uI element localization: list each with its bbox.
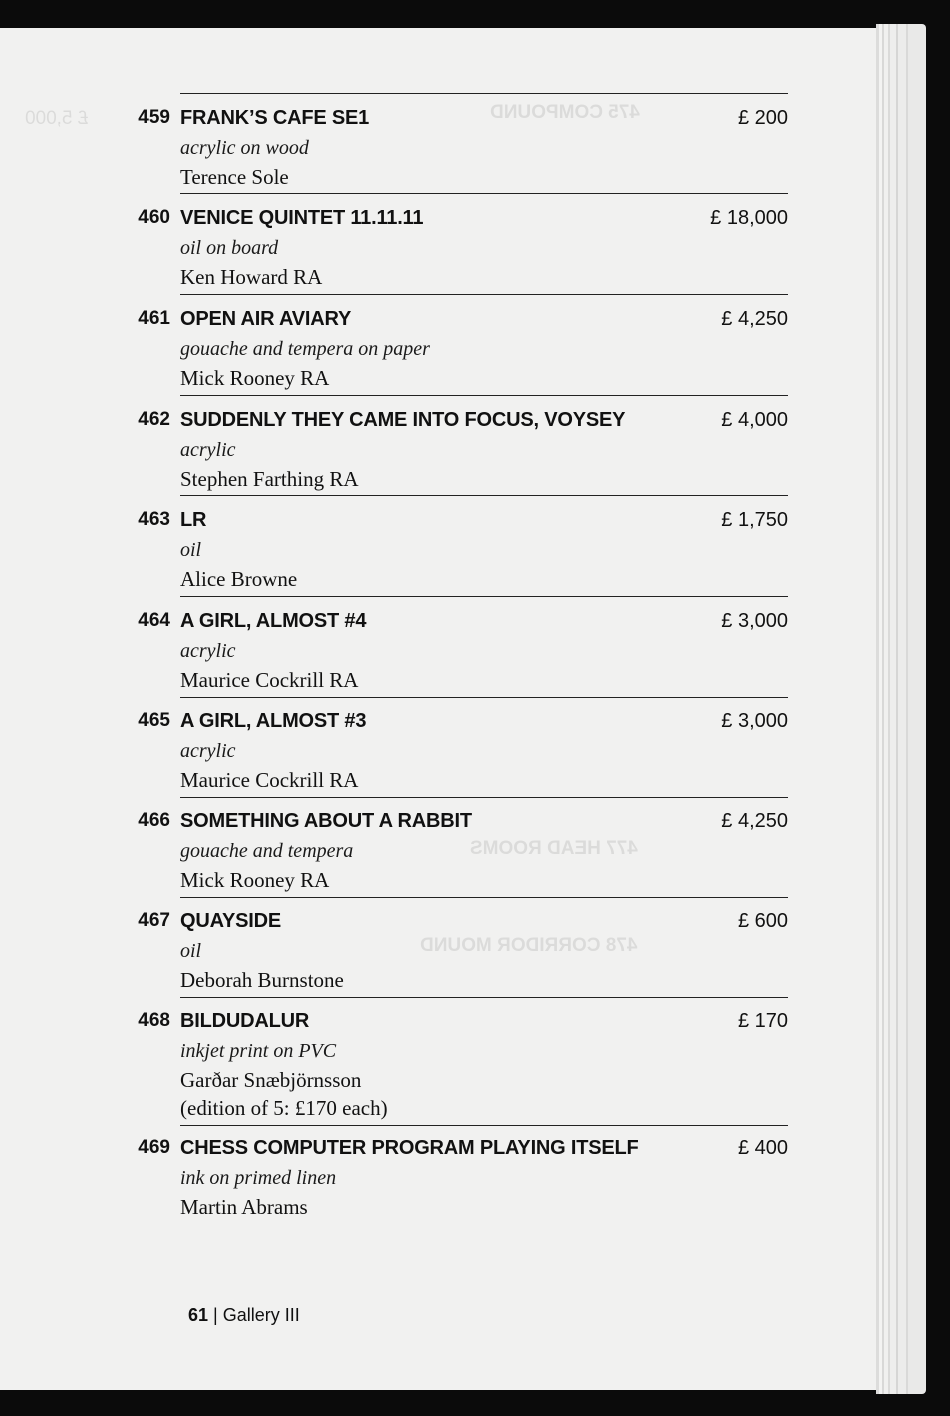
divider <box>180 797 788 798</box>
entry-number: 460 <box>138 207 170 228</box>
entry-artist: Maurice Cockrill RA <box>180 768 359 792</box>
show-through-text: 475 COMPOUND <box>490 102 640 123</box>
divider <box>180 697 788 698</box>
entry-title: FRANK’S CAFE SE1 <box>180 107 370 129</box>
divider <box>180 596 788 597</box>
entry-number: 466 <box>138 810 170 831</box>
entry-artist: Maurice Cockrill RA <box>180 668 359 692</box>
entry-artist: Mick Rooney RA <box>180 366 330 390</box>
entry-title: CHESS COMPUTER PROGRAM PLAYING ITSELF <box>180 1137 639 1159</box>
entry-price: £ 1,750 <box>721 509 788 531</box>
entry-medium: acrylic on wood <box>180 137 309 159</box>
entry-title: QUAYSIDE <box>180 910 282 932</box>
entry-medium: oil <box>180 539 202 561</box>
entry-number: 459 <box>138 107 170 128</box>
divider <box>180 93 788 94</box>
entry-artist: Alice Browne <box>180 567 298 591</box>
catalogue-page <box>0 28 880 1390</box>
divider <box>180 495 788 496</box>
entry-medium: acrylic <box>180 740 236 762</box>
divider <box>180 294 788 295</box>
entry-title: SUDDENLY THEY CAME INTO FOCUS, VOYSEY <box>180 409 626 431</box>
entry-medium: oil on board <box>180 237 279 259</box>
entry-number: 463 <box>138 509 170 530</box>
entry-title: LR <box>180 509 207 531</box>
entry-artist: Ken Howard RA <box>180 265 323 289</box>
page-footer <box>188 1305 300 1326</box>
divider <box>180 395 788 396</box>
entry-number: 468 <box>138 1010 170 1031</box>
show-through-text: 478 CORRIDOR MOUND <box>420 935 638 956</box>
divider <box>180 1125 788 1126</box>
entry-price: £ 4,000 <box>721 409 788 431</box>
entry-number: 461 <box>138 308 170 329</box>
entry-artist: Deborah Burnstone <box>180 968 344 992</box>
entry-edition-note: (edition of 5: £170 each) <box>180 1096 388 1120</box>
entry-number: 467 <box>138 910 170 931</box>
entry-medium: inkjet print on PVC <box>180 1040 337 1062</box>
entry-number: 462 <box>138 409 170 430</box>
entry-title: A GIRL, ALMOST #4 <box>180 610 367 632</box>
entry-title: SOMETHING ABOUT A RABBIT <box>180 810 472 832</box>
entry-artist: Martin Abrams <box>180 1195 308 1219</box>
entry-title: OPEN AIR AVIARY <box>180 308 352 330</box>
entry-price: £ 4,250 <box>721 810 788 832</box>
entry-medium: ink on primed linen <box>180 1167 337 1189</box>
entry-title: A GIRL, ALMOST #3 <box>180 710 367 732</box>
page-number: 61 <box>188 1305 209 1325</box>
entry-price: £ 4,250 <box>721 308 788 330</box>
entry-price: £ 18,000 <box>710 207 788 229</box>
entry-price: £ 600 <box>737 910 788 932</box>
entry-price: £ 3,000 <box>721 610 788 632</box>
entry-price: £ 3,000 <box>721 710 788 732</box>
entry-medium: gouache and tempera on paper <box>180 338 430 360</box>
entry-title: BILDUDALUR <box>180 1010 310 1032</box>
entry-medium: acrylic <box>180 640 236 662</box>
divider <box>180 193 788 194</box>
footer-separator: | <box>213 1305 218 1325</box>
entry-title: VENICE QUINTET 11.11.11 <box>180 207 424 229</box>
entry-number: 469 <box>138 1137 170 1158</box>
entry-price: £ 400 <box>737 1137 788 1159</box>
entry-artist: Terence Sole <box>180 165 289 189</box>
show-through-text: 477 HEAD ROOMS <box>470 838 638 859</box>
entry-artist: Stephen Farthing RA <box>180 467 359 491</box>
section-name: Gallery III <box>222 1305 300 1325</box>
entry-number: 465 <box>138 710 170 731</box>
entry-medium: gouache and tempera <box>180 840 354 862</box>
page-edges <box>876 24 926 1394</box>
entry-price: £ 170 <box>737 1010 788 1032</box>
entry-artist: Mick Rooney RA <box>180 868 330 892</box>
entry-number: 464 <box>138 610 170 631</box>
divider <box>180 997 788 998</box>
entry-artist: Garðar Snæbjörnsson <box>180 1068 362 1092</box>
divider <box>180 897 788 898</box>
show-through-text: £ 5,000 <box>25 108 89 129</box>
entry-price: £ 200 <box>737 107 788 129</box>
entry-medium: acrylic <box>180 439 236 461</box>
entry-medium: oil <box>180 940 202 962</box>
